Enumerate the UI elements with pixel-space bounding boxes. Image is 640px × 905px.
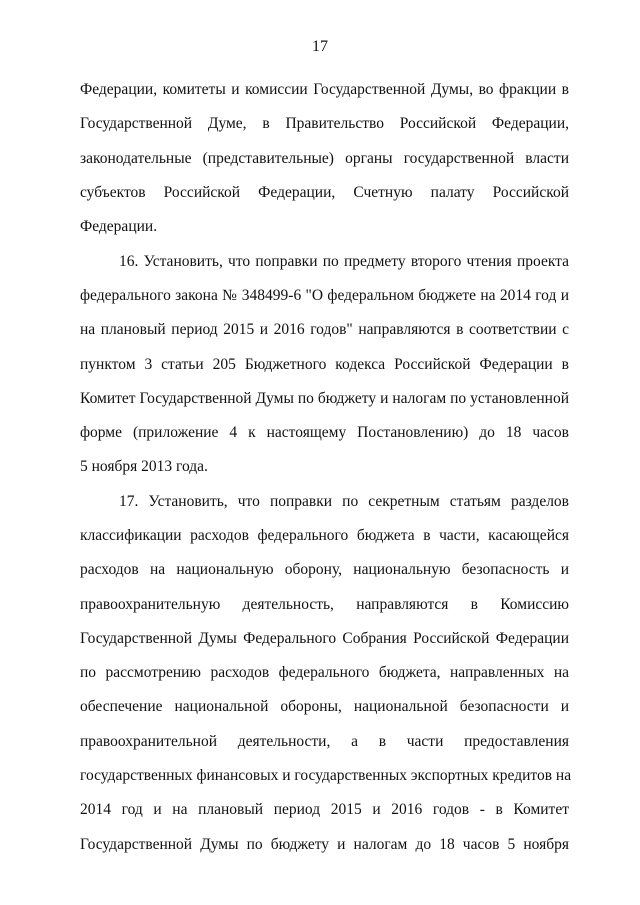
text-line: Федерации, комитеты и комиссии Государственной Думы, во фракции в <box>80 81 569 98</box>
text-line: 2014 год и на плановый период 2015 и 2016 годов - в Комитет <box>80 801 569 818</box>
text-line: Федерации. <box>80 218 158 235</box>
text-line: субъектов Российской Федерации, Счетную палату Российской <box>80 184 569 201</box>
text-line: Государственной Думы Федерального Собрания Российской Федерации <box>80 630 569 647</box>
text-line: 16. Установить, что поправки по предмету второго чтения проекта <box>119 253 569 270</box>
text-line: форме (приложение 4 к настоящему Постановлению) до 18 часов <box>80 424 569 441</box>
text-line: правоохранительную деятельность, направляются в Комиссию <box>80 596 569 613</box>
text-line: обеспечение национальной обороны, национальной безопасности и <box>80 698 569 715</box>
text-line: государственных финансовых и государственных экспортных кредитов на <box>80 767 572 784</box>
text-line: федерального закона № 348499-6 "О федеральном бюджете на 2014 год и <box>80 287 569 304</box>
text-line: законодательные (представительные) органы государственной власти <box>80 150 569 167</box>
text-line: пунктом 3 статьи 205 Бюджетного кодекса Российской Федерации в <box>80 356 569 373</box>
text-line: 5 ноября 2013 года. <box>80 458 208 475</box>
text-line: по рассмотрению расходов федерального бюджета, направленных на <box>80 664 569 681</box>
text-line: Комитет Государственной Думы по бюджету и налогам по установленной <box>80 390 569 407</box>
text-line: Государственной Думе, в Правительство Российской Федерации, <box>80 115 569 132</box>
text-line: расходов на национальную оборону, национальную безопасность и <box>80 561 569 578</box>
page-number: 17 <box>312 38 328 55</box>
text-line: классификации расходов федерального бюджета в части, касающейся <box>80 527 569 544</box>
text-line: на плановый период 2015 и 2016 годов" направляются в соответствии с <box>80 321 569 338</box>
text-line: правоохранительной деятельности, а в части предоставления <box>80 733 569 750</box>
text-line: Государственной Думы по бюджету и налогам до 18 часов 5 ноября <box>80 836 569 853</box>
text-line: 17. Установить, что поправки по секретным статьям разделов <box>119 493 569 510</box>
